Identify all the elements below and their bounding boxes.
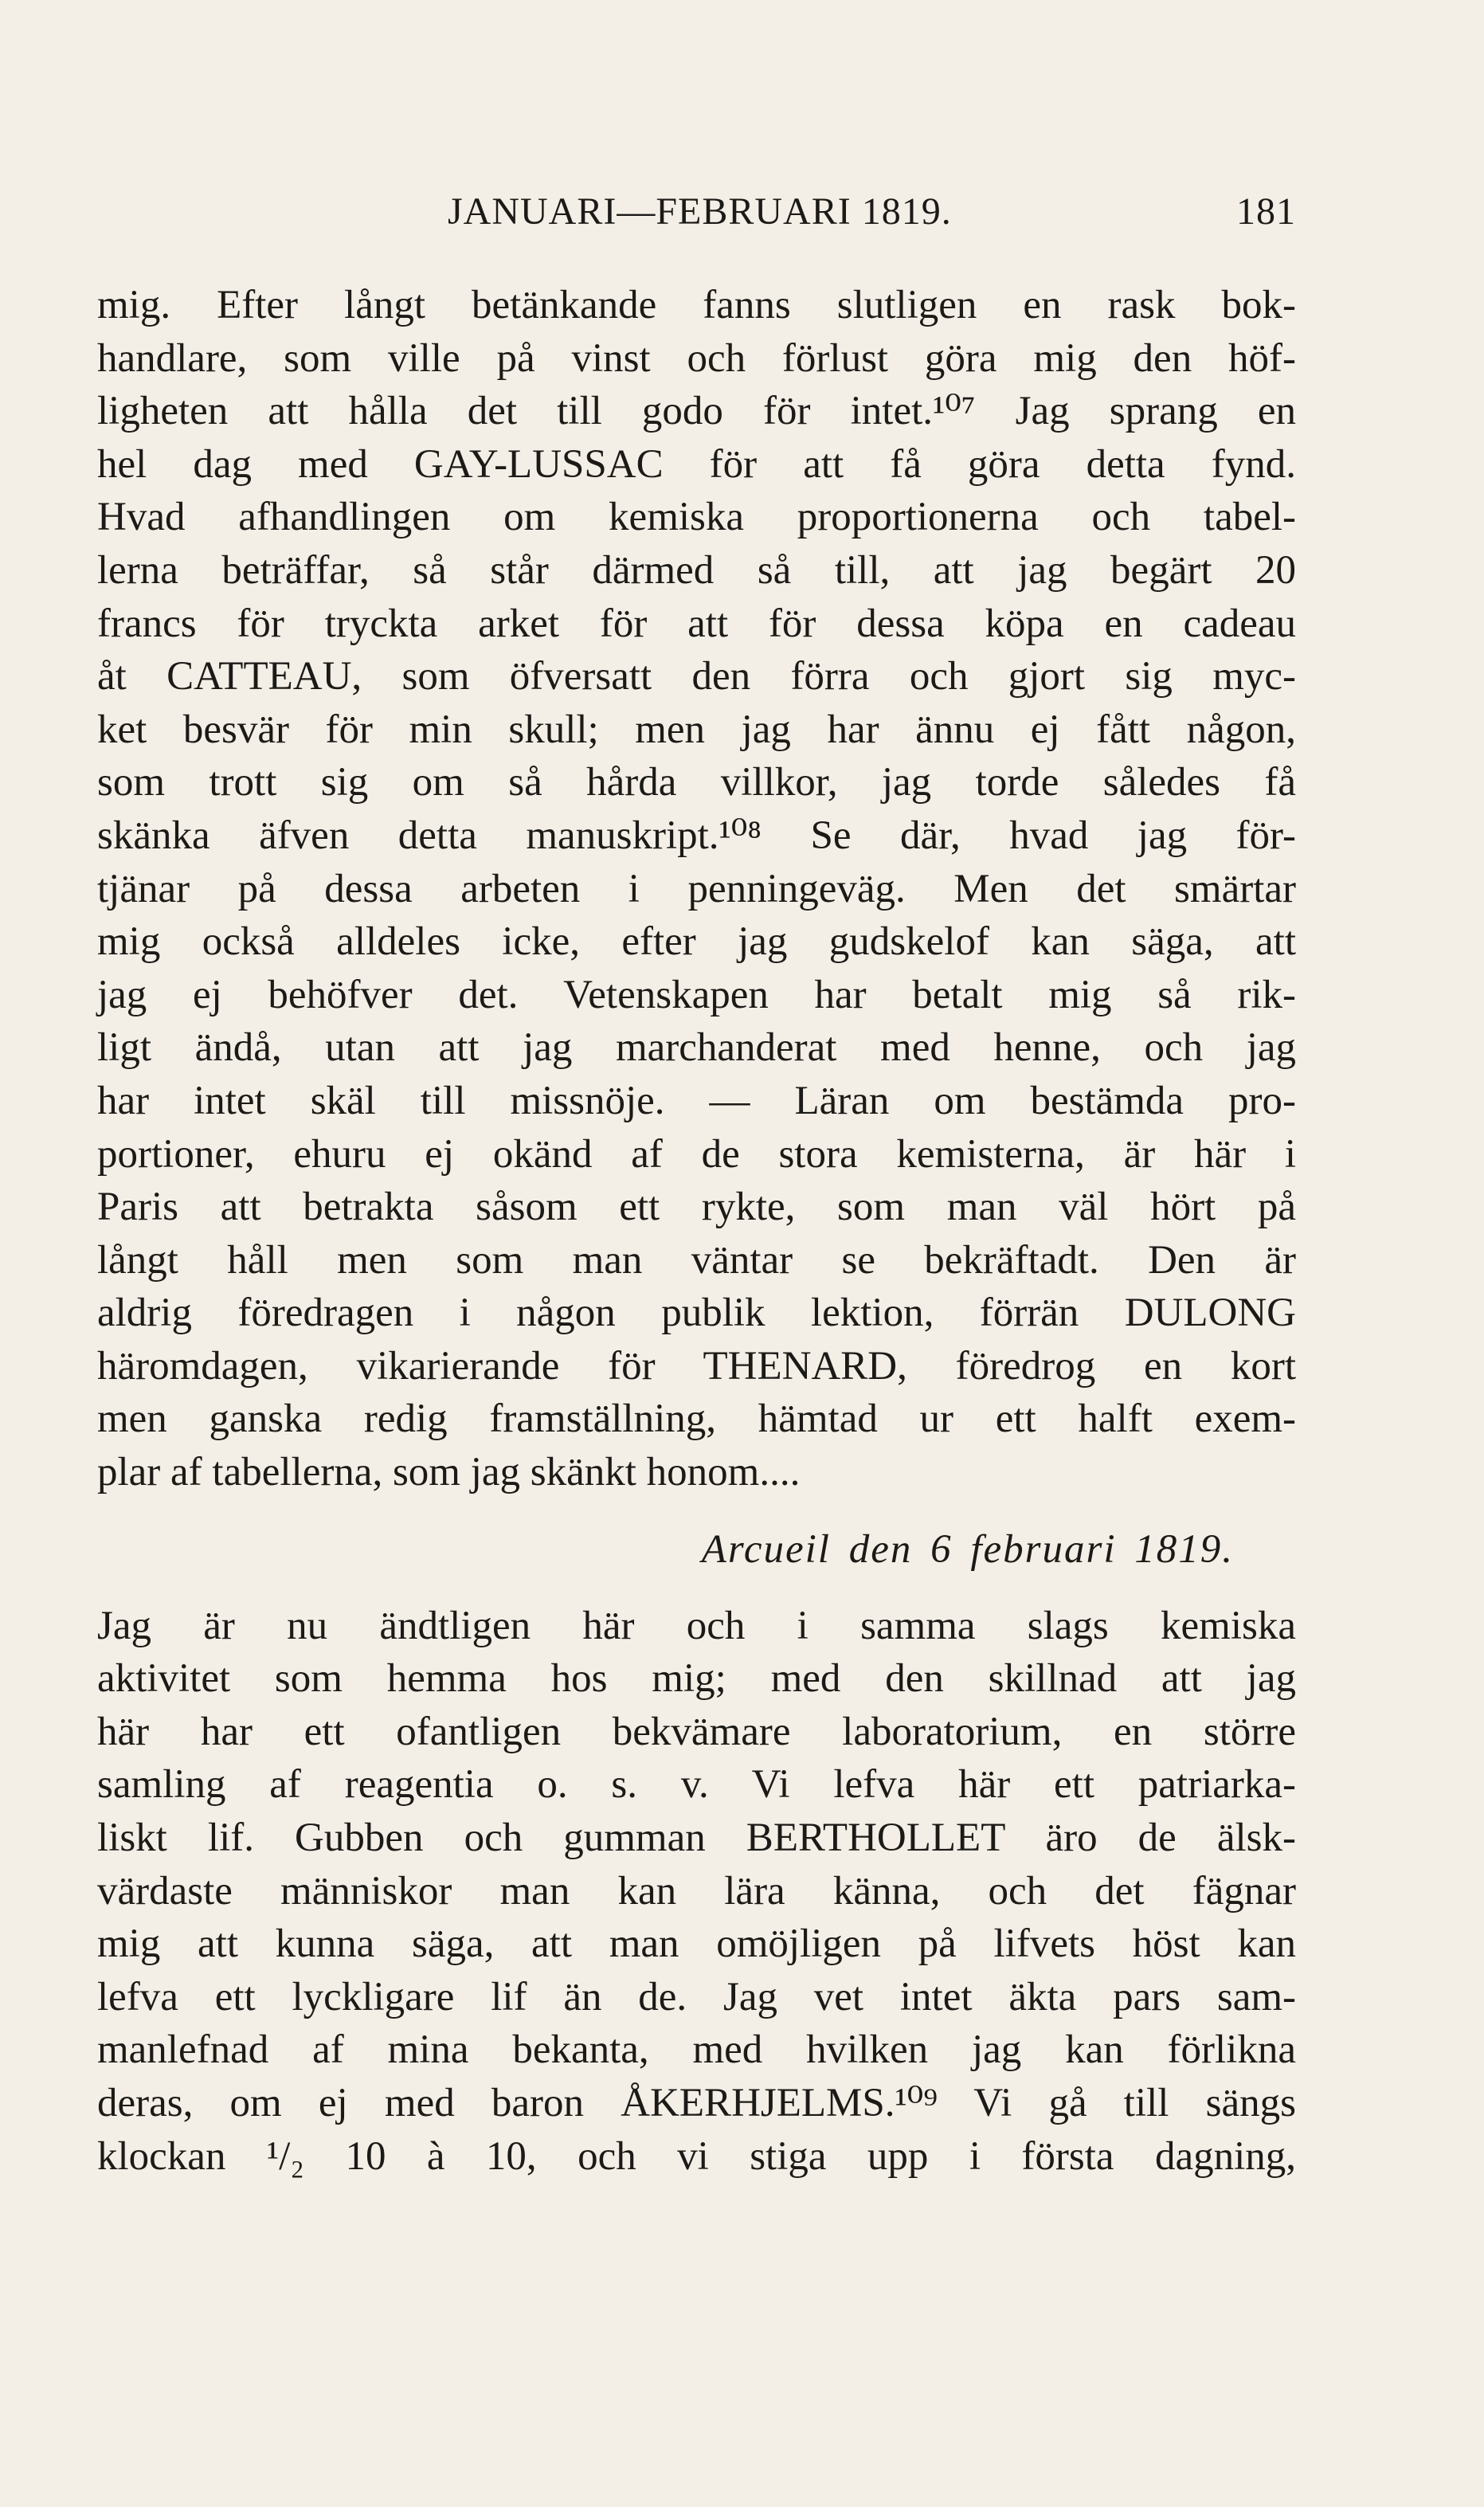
text-line: åt CATTEAU, som öfversatt den förra och gjort sig myc- [97,654,1296,699]
text-line: ligt ändå, utan att jag marchanderat med henne, och jag [97,1025,1296,1071]
text-line: ket besvär för min skull; men jag har ännu ej fått någon, [97,707,1296,752]
text-line: liskt lif. Gubben och gumman BERTHOLLET äro de älsk- [97,1816,1296,1861]
text-line: här har ett ofantligen bekvämare laboratorium, en större [97,1709,1296,1754]
paragraph-2 [97,1600,1296,2184]
text-line: francs för tryckta arket för att för dessa köpa en cadeau [97,601,1296,646]
text-line: men ganska redig framställning, hämtad ur ett halft exem- [97,1396,1296,1442]
text-line: långt håll men som man väntar se bekräftadt. Den är [97,1237,1296,1283]
paragraph-1 [97,279,1296,1499]
body-text [97,279,1296,2183]
text-line: har intet skäl till missnöje. — Läran om bestämda pro- [97,1078,1296,1123]
text-line: mig också alldeles icke, efter jag gudskelof kan säga, att [97,919,1296,965]
text-line: plar af tabellerna, som jag skänkt honom.... [97,1450,801,1495]
dateline: Arcueil den 6 februari 1819. [701,1526,1234,1572]
text-line: hel dag med GAY-LUSSAC för att få göra detta fynd. [97,441,1296,487]
text-line: samling af reagentia o. s. v. Vi lefva här ett patriarka- [97,1762,1296,1808]
text-line: aldrig föredragen i någon publik lektion, förrän DULONG [97,1291,1296,1336]
running-title: JANUARI—FEBRUARI 1819. [448,190,952,233]
page-number: 181 [1236,190,1296,233]
text-line: lefva ett lyckligare lif än de. Jag vet intet äkta pars sam- [97,1974,1296,2019]
text-line: skänka äfven detta manuskript.¹⁰⁸ Se där, hvad jag för- [97,813,1296,858]
text-line: portioner, ehuru ej okänd af de stora kemisterna, är här i [97,1131,1296,1177]
text-line: Hvad afhandlingen om kemiska proportionerna och tabel- [97,495,1296,540]
text-line: Jag är nu ändtligen här och i samma slags kemiska [97,1603,1296,1648]
text-line: lerna beträffar, så står därmed så till, att jag begärt 20 [97,547,1296,593]
text-line: som trott sig om så hårda villkor, jag torde således få [97,760,1296,805]
text-line: manlefnad af mina bekanta, med hvilken jag kan förlikna [97,2027,1296,2073]
text-line: mig att kunna säga, att man omöjligen på lifvets höst kan [97,1921,1296,1967]
text-line: häromdagen, vikarierande för THENARD, föredrog en kort [97,1343,1296,1389]
text-line: klockan ¹/₂ 10 à 10, och vi stiga upp i första dagning, [97,2133,1296,2179]
text-line: tjänar på dessa arbeten i penningeväg. Men det smärtar [97,866,1296,911]
text-line: jag ej behöfver det. Vetenskapen har betalt mig så rik- [97,972,1296,1017]
text-line: mig. Efter långt betänkande fanns slutligen en rask bok- [97,283,1296,327]
text-line: Paris att betrakta såsom ett rykte, som man väl hört på [97,1185,1296,1230]
running-head [97,190,1296,245]
text-line: ligheten att hålla det till godo för intet.¹⁰⁷ Jag sprang en [97,389,1296,434]
text-line: värdaste människor man kan lära känna, och det fägnar [97,1868,1296,1914]
text-line: handlare, som ville på vinst och förlust göra mig den höf- [97,335,1296,381]
text-line: aktivitet som hemma hos mig; med den skillnad att jag [97,1656,1296,1702]
text-line: deras, om ej med baron ÅKERHJELMS.¹⁰⁹ Vi gå till sängs [97,2081,1296,2125]
